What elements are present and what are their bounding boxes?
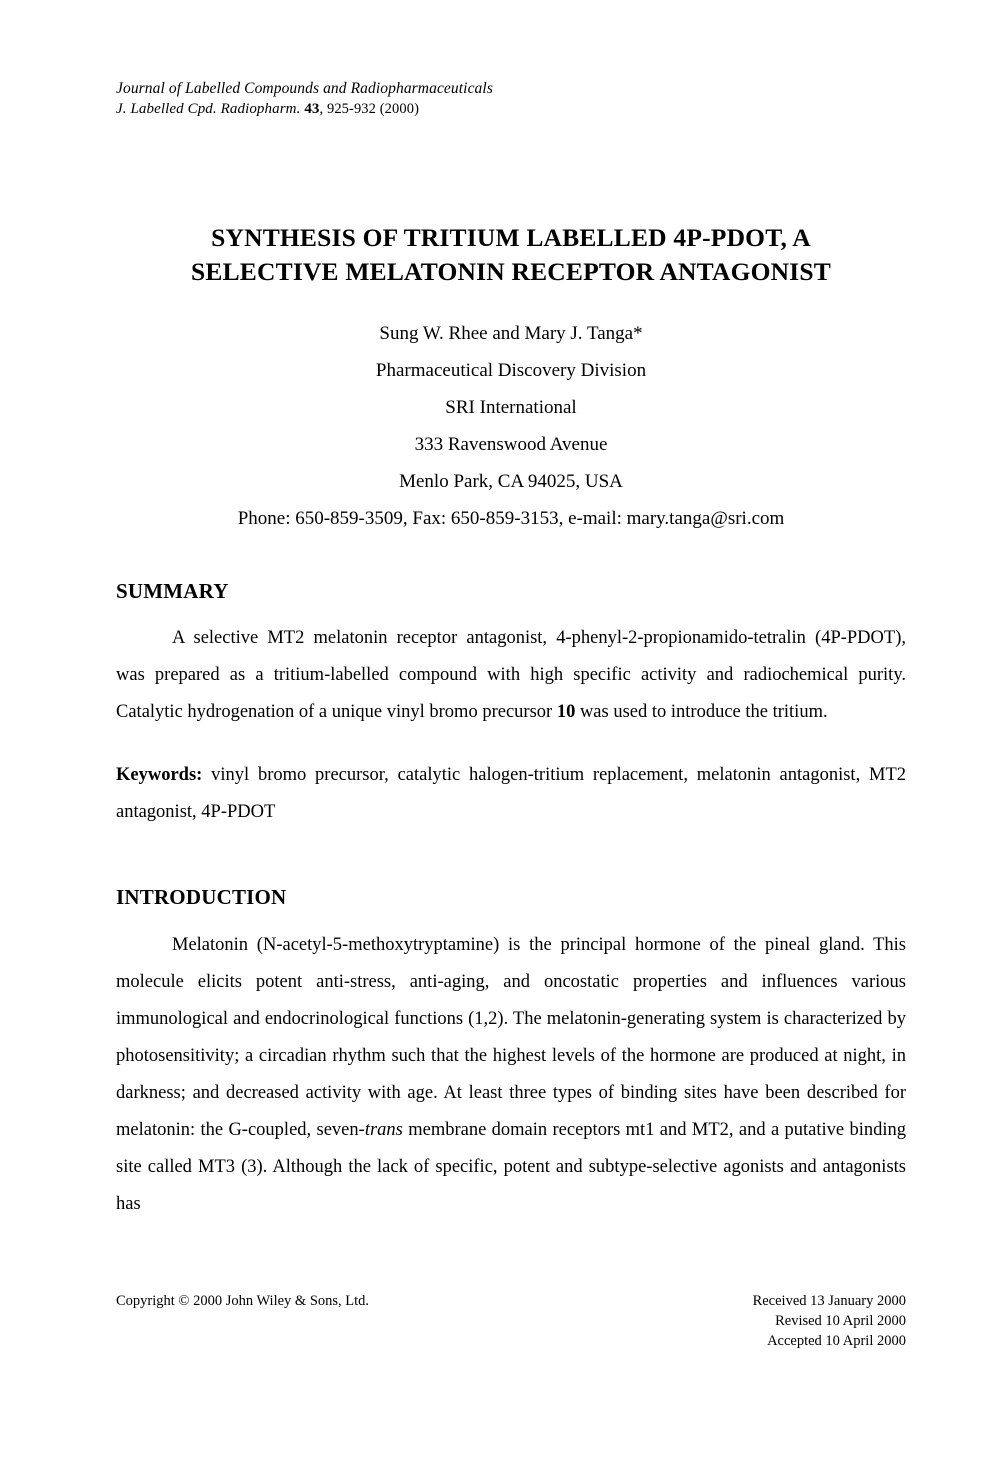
keywords-label: Keywords: — [116, 765, 203, 785]
date-accepted: Accepted 10 April 2000 — [767, 1333, 906, 1349]
title-line-1: SYNTHESIS OF TRITIUM LABELLED 4P-PDOT, A — [211, 223, 811, 252]
journal-volume: 43 — [304, 101, 320, 117]
italic-term-trans: trans — [364, 1120, 403, 1140]
affiliation-institution: SRI International — [445, 397, 577, 418]
introduction-heading: INTRODUCTION — [116, 885, 287, 909]
compound-number: 10 — [556, 702, 576, 722]
introduction-text-part-1: Melatonin (N-acetyl-5-methoxytryptamine) is the principal hormone of the pineal gland. This molecule elicits potent anti-stress, anti-aging, and oncostatic properties and influences various immunological and endocrinological functions (1,2). The melatonin-generating system is characterized by photosensitivity; a circadian rhythm such that the highest levels of the hormone are produced at night, in darkness; and decreased activity with age. At least three types of binding sites have been described for melatonin: the G-coupled, seven- — [116, 935, 906, 1140]
date-revised: Revised 10 April 2000 — [775, 1313, 906, 1329]
summary-text-before-compound: A selective MT2 melatonin receptor antagonist, 4-phenyl-2-propionamido-tetralin (4P-PDOT), was prepared as a tritium-labelled compound with high specific activity and radiochemical purity. Catalytic hydrogenation of a unique vinyl bromo precursor — [116, 628, 906, 722]
journal-citation — [116, 99, 906, 120]
page-content — [116, 0, 906, 1223]
journal-running-head — [116, 0, 906, 120]
keywords-list: vinyl bromo precursor, catalytic halogen-tritium replacement, melatonin antagonist, MT2 antagonist, 4P-PDOT — [116, 765, 906, 822]
summary-heading: SUMMARY — [116, 579, 229, 603]
affiliation-street: 333 Ravenswood Avenue — [414, 434, 608, 455]
summary-paragraph — [116, 620, 906, 731]
page-footer — [116, 1291, 906, 1351]
introduction-text-part-2: membrane domain receptors mt1 and MT2, and a putative binding site called MT3 (3). Although the lack of specific, potent and subtype-selective agonists and antagonists has — [116, 1120, 906, 1214]
author-names: Sung W. Rhee and Mary J. Tanga* — [379, 323, 643, 344]
author-affiliation-block — [116, 315, 906, 537]
date-received: Received 13 January 2000 — [752, 1293, 906, 1309]
affiliation-city: Menlo Park, CA 94025, USA — [399, 471, 623, 492]
keywords-paragraph — [116, 757, 906, 831]
contact-line: Phone: 650-859-3509, Fax: 650-859-3153, e-mail: mary.tanga@sri.com — [237, 508, 785, 529]
journal-pages-year: , 925-932 (2000) — [319, 101, 419, 117]
title-line-2: SELECTIVE MELATONIN RECEPTOR ANTAGONIST — [190, 257, 832, 286]
affiliation-division: Pharmaceutical Discovery Division — [375, 360, 647, 381]
introduction-paragraph — [116, 927, 906, 1223]
submission-dates — [753, 1291, 906, 1351]
page-title — [116, 221, 906, 289]
summary-text-after-compound: was used to introduce the tritium. — [575, 702, 828, 722]
journal-abbreviation: J. Labelled Cpd. Radiopharm. — [116, 101, 301, 117]
journal-name: Journal of Labelled Compounds and Radiopharmaceuticals — [116, 80, 493, 97]
copyright-notice: Copyright © 2000 John Wiley & Sons, Ltd. — [116, 1293, 370, 1309]
